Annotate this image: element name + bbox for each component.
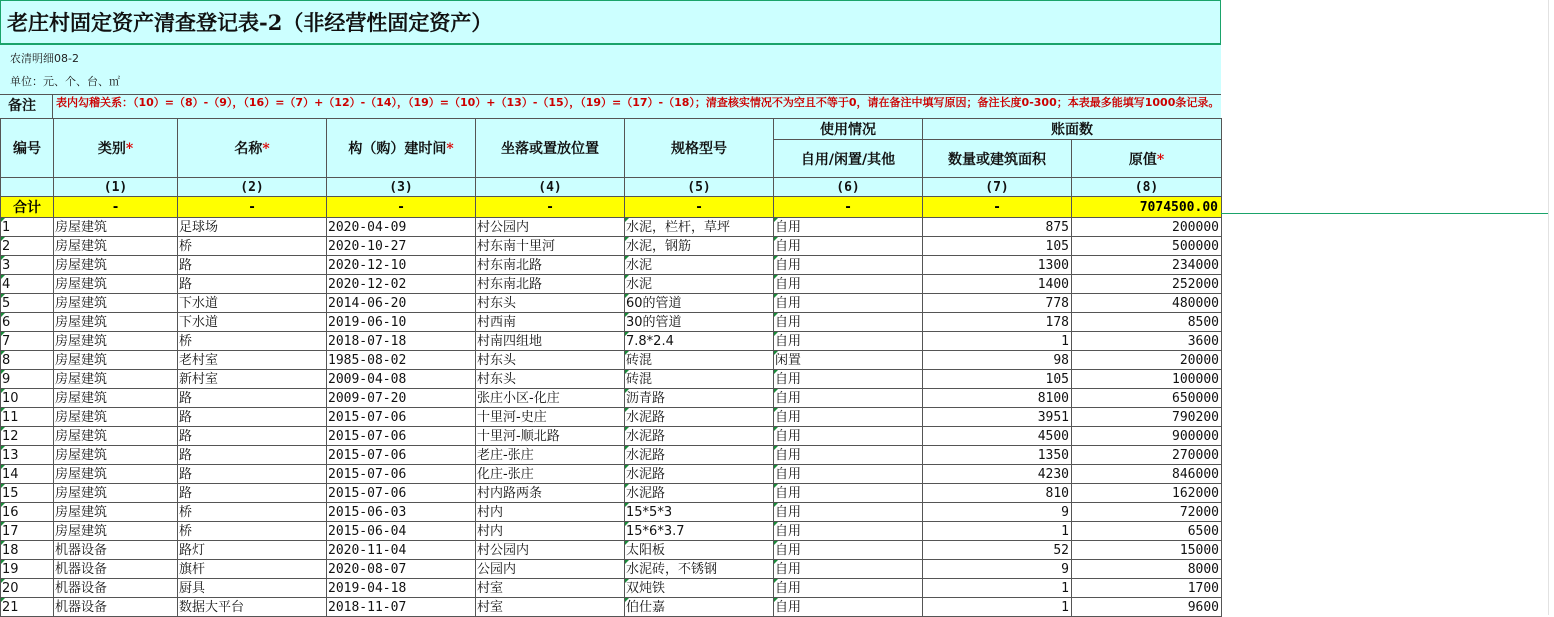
required-mark: * (446, 141, 454, 157)
total-dash-cell[interactable]: - (476, 197, 625, 218)
cell-no[interactable]: 2 (1, 237, 54, 256)
cell-usage[interactable]: 自用 (774, 446, 923, 465)
table-row (1, 332, 1222, 351)
cell-no[interactable]: 17 (1, 522, 54, 541)
cell-spec[interactable]: 水泥路 (625, 427, 774, 446)
column-number[interactable]: (2) (178, 178, 327, 197)
table-row (1, 294, 1222, 313)
cell-quantity[interactable]: 1 (923, 598, 1072, 617)
cell-usage[interactable]: 闲置 (774, 351, 923, 370)
cell-no[interactable]: 12 (1, 427, 54, 446)
cell-location[interactable]: 村东头 (476, 370, 625, 389)
cell-usage[interactable]: 自用 (774, 275, 923, 294)
table-row (1, 256, 1222, 275)
cell-no[interactable]: 16 (1, 503, 54, 522)
cell-location[interactable]: 村内 (476, 503, 625, 522)
cell-original-value[interactable]: 270000 (1072, 446, 1222, 465)
column-number[interactable]: (5) (625, 178, 774, 197)
total-row (1, 197, 1222, 218)
cell-original-value[interactable]: 72000 (1072, 503, 1222, 522)
table-row (1, 579, 1222, 598)
header-usage[interactable]: 自用/闲置/其他 (774, 140, 923, 178)
cell-build-time[interactable]: 2015-06-04 (327, 522, 476, 541)
cell-category[interactable]: 房屋建筑 (54, 427, 178, 446)
cell-category[interactable]: 房屋建筑 (54, 446, 178, 465)
cell-location[interactable]: 老庄-张庄 (476, 446, 625, 465)
cell-original-value[interactable]: 3600 (1072, 332, 1222, 351)
cell-build-time[interactable]: 2020-12-10 (327, 256, 476, 275)
cell-name[interactable]: 桥 (178, 522, 327, 541)
column-number[interactable]: (8) (1072, 178, 1222, 197)
header-original-value[interactable]: 原值* (1072, 140, 1222, 178)
cell-category[interactable]: 机器设备 (54, 541, 178, 560)
total-dash-cell[interactable]: - (923, 197, 1072, 218)
cell-location[interactable]: 村内 (476, 522, 625, 541)
cell-quantity[interactable]: 98 (923, 351, 1072, 370)
cell-no[interactable]: 6 (1, 313, 54, 332)
cell-build-time[interactable]: 2019-06-10 (327, 313, 476, 332)
cell-build-time[interactable]: 2019-04-18 (327, 579, 476, 598)
column-number[interactable]: (6) (774, 178, 923, 197)
form-code[interactable]: 农清明细08-2 (0, 45, 1221, 69)
cell-usage[interactable]: 自用 (774, 294, 923, 313)
cell-quantity[interactable]: 1300 (923, 256, 1072, 275)
cell-original-value[interactable]: 790200 (1072, 408, 1222, 427)
remark-label[interactable]: 备注 (0, 95, 53, 118)
table-row (1, 541, 1222, 560)
cell-name[interactable]: 老村室 (178, 351, 327, 370)
cell-original-value[interactable]: 8000 (1072, 560, 1222, 579)
cell-no[interactable]: 11 (1, 408, 54, 427)
cell-build-time[interactable]: 2020-08-07 (327, 560, 476, 579)
cell-no[interactable]: 7 (1, 332, 54, 351)
cell-build-time[interactable]: 2015-07-06 (327, 465, 476, 484)
cell-no[interactable]: 15 (1, 484, 54, 503)
column-number[interactable]: (7) (923, 178, 1072, 197)
cell-name[interactable]: 路灯 (178, 541, 327, 560)
cell-quantity[interactable]: 105 (923, 237, 1072, 256)
cell-original-value[interactable]: 900000 (1072, 427, 1222, 446)
cell-quantity[interactable]: 105 (923, 370, 1072, 389)
cell-name[interactable]: 桥 (178, 332, 327, 351)
cell-location[interactable]: 村东头 (476, 351, 625, 370)
cell-name[interactable]: 新村室 (178, 370, 327, 389)
cell-name[interactable]: 路 (178, 256, 327, 275)
cell-spec[interactable]: 沥青路 (625, 389, 774, 408)
cell-name[interactable]: 路 (178, 275, 327, 294)
cell-original-value[interactable]: 480000 (1072, 294, 1222, 313)
cell-no[interactable]: 10 (1, 389, 54, 408)
cell-original-value[interactable]: 650000 (1072, 389, 1222, 408)
table-row (1, 237, 1222, 256)
cell-build-time[interactable]: 2020-12-02 (327, 275, 476, 294)
cell-quantity[interactable]: 8100 (923, 389, 1072, 408)
cell-no[interactable]: 4 (1, 275, 54, 294)
cell-no[interactable]: 21 (1, 598, 54, 617)
cell-original-value[interactable]: 100000 (1072, 370, 1222, 389)
cell-usage[interactable]: 自用 (774, 313, 923, 332)
cell-category[interactable]: 房屋建筑 (54, 275, 178, 294)
cell-location[interactable]: 村公园内 (476, 218, 625, 237)
cell-spec[interactable]: 水泥砖，不锈钢 (625, 560, 774, 579)
cell-build-time[interactable]: 2015-07-06 (327, 446, 476, 465)
cell-location[interactable]: 张庄小区-化庄 (476, 389, 625, 408)
required-mark: * (1156, 151, 1165, 168)
cell-usage[interactable]: 自用 (774, 408, 923, 427)
cell-category[interactable]: 房屋建筑 (54, 408, 178, 427)
cell-usage[interactable]: 自用 (774, 503, 923, 522)
cell-name[interactable]: 路 (178, 465, 327, 484)
table-row (1, 313, 1222, 332)
cell-spec[interactable]: 15*6*3.7 (625, 522, 774, 541)
table-row (1, 598, 1222, 617)
cell-build-time[interactable]: 2015-06-03 (327, 503, 476, 522)
cell-build-time[interactable]: 2015-07-06 (327, 408, 476, 427)
cell-build-time[interactable]: 2018-11-07 (327, 598, 476, 617)
cell-build-time[interactable]: 2020-11-04 (327, 541, 476, 560)
cell-category[interactable]: 房屋建筑 (54, 332, 178, 351)
table-row (1, 275, 1222, 294)
cell-name[interactable]: 数据大平台 (178, 598, 327, 617)
cell-location[interactable]: 村东南北路 (476, 275, 625, 294)
cell-build-time[interactable]: 2015-07-06 (327, 427, 476, 446)
cell-category[interactable]: 房屋建筑 (54, 484, 178, 503)
cell-quantity[interactable]: 1 (923, 332, 1072, 351)
cell-original-value[interactable]: 20000 (1072, 351, 1222, 370)
cell-spec[interactable]: 砖混 (625, 351, 774, 370)
header-spec[interactable]: 规格型号 (625, 119, 774, 178)
header-category[interactable]: 类别* (54, 119, 178, 178)
cell-name[interactable]: 下水道 (178, 294, 327, 313)
cell-no[interactable]: 1 (1, 218, 54, 237)
table-row (1, 503, 1222, 522)
cell-spec[interactable]: 7.8*2.4 (625, 332, 774, 351)
cell-spec[interactable]: 水泥路 (625, 484, 774, 503)
cell-location[interactable]: 村西南 (476, 313, 625, 332)
cell-category[interactable]: 房屋建筑 (54, 370, 178, 389)
total-dash-cell[interactable]: - (774, 197, 923, 218)
sheet-title[interactable]: 老庄村固定资产清查登记表-2（非经营性固定资产） (0, 0, 1221, 45)
cell-quantity[interactable]: 4230 (923, 465, 1072, 484)
table-row (1, 218, 1222, 237)
cell-no[interactable]: 18 (1, 541, 54, 560)
cell-category[interactable]: 机器设备 (54, 579, 178, 598)
cell-usage[interactable]: 自用 (774, 541, 923, 560)
cell-usage[interactable]: 自用 (774, 389, 923, 408)
cell-location[interactable]: 村内路两条 (476, 484, 625, 503)
total-dash-cell[interactable]: - (178, 197, 327, 218)
unit-line[interactable]: 单位：元、个、台、㎡ (0, 69, 1221, 94)
cell-no[interactable]: 19 (1, 560, 54, 579)
cell-location[interactable]: 十里河-顺北路 (476, 427, 625, 446)
cell-original-value[interactable]: 500000 (1072, 237, 1222, 256)
cell-build-time[interactable]: 2014-06-20 (327, 294, 476, 313)
cell-quantity[interactable]: 4500 (923, 427, 1072, 446)
cell-usage[interactable]: 自用 (774, 579, 923, 598)
remark-text[interactable]: 表内勾稽关系：（10）=（8）-（9），（16）=（7）+（12）-（14），（19）=（10）+（13）-（15），（19）=（17）-（18）；清查核实情况不为空且不等于0，请在备注中填写原因；备注长度0-300；本表最多能填写1000条记录。 (56, 96, 1220, 109)
cell-spec[interactable]: 水泥，钢筋 (625, 237, 774, 256)
cell-quantity[interactable]: 1 (923, 522, 1072, 541)
cell-usage[interactable]: 自用 (774, 256, 923, 275)
table-row (1, 389, 1222, 408)
header-location[interactable]: 坐落或置放位置 (476, 119, 625, 178)
cell-category[interactable]: 房屋建筑 (54, 294, 178, 313)
cell-quantity[interactable]: 810 (923, 484, 1072, 503)
table-row (1, 408, 1222, 427)
cell-spec[interactable]: 水泥 (625, 256, 774, 275)
total-dash-cell[interactable]: - (327, 197, 476, 218)
cell-category[interactable]: 房屋建筑 (54, 237, 178, 256)
cell-location[interactable]: 村室 (476, 598, 625, 617)
cell-build-time[interactable]: 2015-07-06 (327, 484, 476, 503)
cell-spec[interactable]: 水泥，栏杆，草坪 (625, 218, 774, 237)
cell-spec[interactable]: 30的管道 (625, 313, 774, 332)
cell-category[interactable]: 机器设备 (54, 560, 178, 579)
cell-usage[interactable]: 自用 (774, 465, 923, 484)
cell-name[interactable]: 桥 (178, 237, 327, 256)
cell-quantity[interactable]: 1350 (923, 446, 1072, 465)
required-mark: * (125, 141, 134, 157)
cell-original-value[interactable]: 9600 (1072, 598, 1222, 617)
cell-usage[interactable]: 自用 (774, 598, 923, 617)
required-mark: * (262, 141, 270, 157)
cell-quantity[interactable]: 9 (923, 560, 1072, 579)
cell-no[interactable]: 13 (1, 446, 54, 465)
cell-usage[interactable]: 自用 (774, 560, 923, 579)
cell-build-time[interactable]: 2009-07-20 (327, 389, 476, 408)
cell-original-value[interactable]: 200000 (1072, 218, 1222, 237)
cell-usage[interactable]: 自用 (774, 370, 923, 389)
cell-no[interactable]: 14 (1, 465, 54, 484)
cell-quantity[interactable]: 9 (923, 503, 1072, 522)
cell-name[interactable]: 桥 (178, 503, 327, 522)
cell-name[interactable]: 厨具 (178, 579, 327, 598)
cell-name[interactable]: 旗杆 (178, 560, 327, 579)
cell-no[interactable]: 8 (1, 351, 54, 370)
cell-category[interactable]: 房屋建筑 (54, 503, 178, 522)
total-dash-cell[interactable]: - (54, 197, 178, 218)
cell-category[interactable]: 机器设备 (54, 598, 178, 617)
cell-original-value[interactable]: 846000 (1072, 465, 1222, 484)
column-number[interactable]: (3) (327, 178, 476, 197)
table-row (1, 351, 1222, 370)
cell-no[interactable]: 9 (1, 370, 54, 389)
cell-build-time[interactable]: 2018-07-18 (327, 332, 476, 351)
header-no[interactable]: 编号 (1, 119, 54, 178)
cell-name[interactable]: 路 (178, 484, 327, 503)
cell-build-time[interactable]: 2009-04-08 (327, 370, 476, 389)
table-row (1, 560, 1222, 579)
cell-location[interactable]: 村室 (476, 579, 625, 598)
header-book-group[interactable]: 账面数 (923, 119, 1222, 140)
cell-usage[interactable]: 自用 (774, 332, 923, 351)
cell-original-value[interactable]: 8500 (1072, 313, 1222, 332)
cell-name[interactable]: 下水道 (178, 313, 327, 332)
cell-category[interactable]: 房屋建筑 (54, 256, 178, 275)
cell-original-value[interactable]: 234000 (1072, 256, 1222, 275)
cell-category[interactable]: 房屋建筑 (54, 465, 178, 484)
cell-no[interactable]: 5 (1, 294, 54, 313)
table-row (1, 484, 1222, 503)
cell-no[interactable]: 3 (1, 256, 54, 275)
cell-name[interactable]: 路 (178, 408, 327, 427)
table-row (1, 370, 1222, 389)
asset-table (0, 118, 1222, 617)
cell-quantity[interactable]: 1400 (923, 275, 1072, 294)
header-build-time[interactable]: 构（购）建时间* (327, 119, 476, 178)
cell-usage[interactable]: 自用 (774, 237, 923, 256)
cell-location[interactable]: 村南四组地 (476, 332, 625, 351)
header-name[interactable]: 名称* (178, 119, 327, 178)
column-edge-line (1548, 0, 1549, 615)
header-usage-group[interactable]: 使用情况 (774, 119, 923, 140)
header-quantity[interactable]: 数量或建筑面积 (923, 140, 1072, 178)
cell-spec[interactable]: 水泥路 (625, 465, 774, 484)
cell-category[interactable]: 房屋建筑 (54, 522, 178, 541)
cell-quantity[interactable]: 52 (923, 541, 1072, 560)
cell-category[interactable]: 房屋建筑 (54, 313, 178, 332)
cell-spec[interactable]: 15*5*3 (625, 503, 774, 522)
cell-build-time[interactable]: 1985-08-02 (327, 351, 476, 370)
cell-original-value[interactable]: 1700 (1072, 579, 1222, 598)
cell-category[interactable]: 房屋建筑 (54, 218, 178, 237)
cell-original-value[interactable]: 252000 (1072, 275, 1222, 294)
cell-original-value[interactable]: 162000 (1072, 484, 1222, 503)
total-dash-cell[interactable]: - (625, 197, 774, 218)
cell-name[interactable]: 足球场 (178, 218, 327, 237)
cell-category[interactable]: 房屋建筑 (54, 389, 178, 408)
cell-quantity[interactable]: 3951 (923, 408, 1072, 427)
cell-category[interactable]: 房屋建筑 (54, 351, 178, 370)
cell-spec[interactable]: 太阳板 (625, 541, 774, 560)
column-number[interactable]: (1) (54, 178, 178, 197)
column-number-blank[interactable] (1, 178, 54, 197)
cell-quantity[interactable]: 875 (923, 218, 1072, 237)
cell-location[interactable]: 村东头 (476, 294, 625, 313)
cell-spec[interactable]: 砖混 (625, 370, 774, 389)
total-label[interactable]: 合计 (1, 197, 54, 218)
column-number[interactable]: (4) (476, 178, 625, 197)
table-row (1, 465, 1222, 484)
cell-location[interactable]: 村东南北路 (476, 256, 625, 275)
cell-usage[interactable]: 自用 (774, 522, 923, 541)
cell-name[interactable]: 路 (178, 427, 327, 446)
cell-usage[interactable]: 自用 (774, 484, 923, 503)
cell-original-value[interactable]: 15000 (1072, 541, 1222, 560)
cell-spec[interactable]: 双炖铁 (625, 579, 774, 598)
cell-spec[interactable]: 60的管道 (625, 294, 774, 313)
cell-usage[interactable]: 自用 (774, 427, 923, 446)
cell-location[interactable]: 化庄-张庄 (476, 465, 625, 484)
cell-spec[interactable]: 伯仕嘉 (625, 598, 774, 617)
table-row (1, 427, 1222, 446)
cell-quantity[interactable]: 1 (923, 579, 1072, 598)
cell-original-value[interactable]: 6500 (1072, 522, 1222, 541)
cell-quantity[interactable]: 778 (923, 294, 1072, 313)
cell-location[interactable]: 村公园内 (476, 541, 625, 560)
remark-row (0, 94, 1221, 118)
cell-usage[interactable]: 自用 (774, 218, 923, 237)
cell-build-time[interactable]: 2020-04-09 (327, 218, 476, 237)
table-row (1, 446, 1222, 465)
cell-location[interactable]: 村东南十里河 (476, 237, 625, 256)
total-value[interactable]: 7074500.00 (1072, 197, 1222, 218)
cell-location[interactable]: 十里河-史庄 (476, 408, 625, 427)
cell-quantity[interactable]: 178 (923, 313, 1072, 332)
cell-spec[interactable]: 水泥路 (625, 408, 774, 427)
cell-name[interactable]: 路 (178, 389, 327, 408)
cell-spec[interactable]: 水泥 (625, 275, 774, 294)
frozen-pane-line (1221, 213, 1549, 214)
cell-no[interactable]: 20 (1, 579, 54, 598)
cell-spec[interactable]: 水泥路 (625, 446, 774, 465)
cell-name[interactable]: 路 (178, 446, 327, 465)
table-row (1, 522, 1222, 541)
cell-location[interactable]: 公园内 (476, 560, 625, 579)
cell-build-time[interactable]: 2020-10-27 (327, 237, 476, 256)
